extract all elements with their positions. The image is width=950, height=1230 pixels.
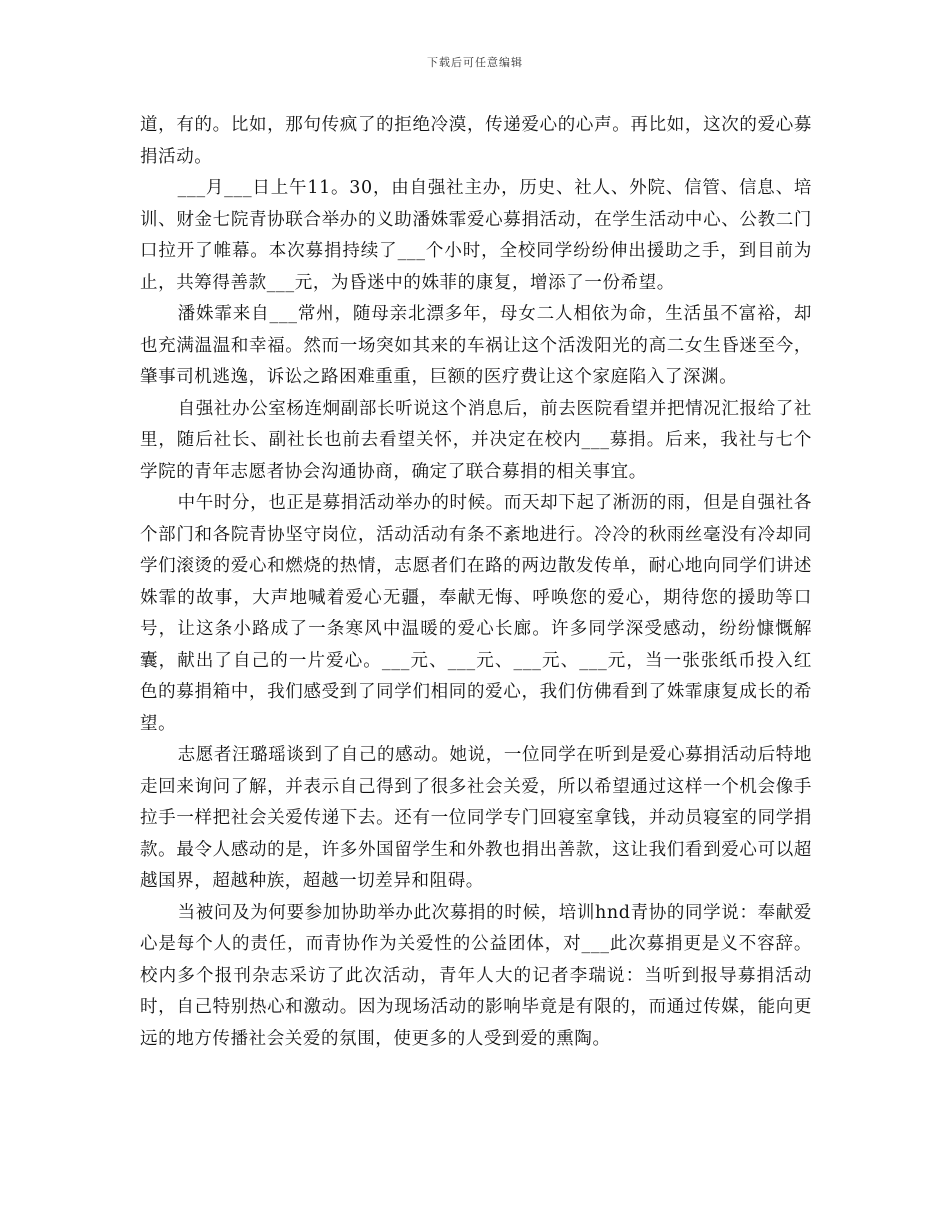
page-header: 下载后可任意编辑 — [427, 56, 523, 69]
paragraph-continuation: 道，有的。比如，那句传疯了的拒绝冷漠，传递爱心的心声。再比如，这次的爱心募捐活动。 — [140, 115, 812, 167]
paragraph-background: 潘姝霏来自___常州，随母亲北漂多年，母女二人相依为命，生活虽不富裕，却也充满温温和幸福。然而一场突如其来的车祸让这个活泼阳光的高二女生昏迷至今，肇事司机逃逸，诉讼之路困难重重，巨额的医疗费让这个家庭陷入了深渊。 — [140, 304, 812, 387]
document-body — [140, 110, 812, 1055]
paragraph-activity: 中午时分，也正是募捐活动举办的时候。而天却下起了淅沥的雨，但是自强社各个部门和各院青协坚守岗位，活动活动有条不紊地进行。冷冷的秋雨丝毫没有冷却同学们滚烫的爱心和燃烧的热情，志愿者们在路的两边散发传单，耐心地向同学们讲述姝霏的故事，大声地喊着爱心无疆，奉献无悔、呼唤您的爱心，期待您的援助等口号，让这条小路成了一条寒风中温暖的爱心长廊。许多同学深受感动，纷纷慷慨解囊，献出了自己的一片爱心。___元、___元、___元、___元，当一张张纸币投入红色的募捐箱中，我们感受到了同学们相同的爱心，我们仿佛看到了姝霏康复成长的希望。 — [140, 493, 812, 734]
paragraph-interview: 当被问及为何要参加协助举办此次募捐的时候，培训hnd青协的同学说：奉献爱心是每个人的责任，而青协作为关爱性的公益团体，对___此次募捐更是义不容辞。校内多个报刊杂志采访了此次活动，青年人大的记者李瑞说：当听到报导募捐活动时，自己特别热心和激动。因为现场活动的影响毕竟是有限的，而通过传媒，能向更远的地方传播社会关爱的氛围，使更多的人受到爱的熏陶。 — [140, 902, 812, 1049]
paragraph-event-intro: ___月___日上午11。30，由自强社主办，历史、社人、外院、信管、信息、培训、财金七院青协联合举办的义助潘姝霏爱心募捐活动，在学生活动中心、公教二门口拉开了帷幕。本次募捐持续了___个小时，全校同学纷纷伸出援助之手，到目前为止，共筹得善款___元，为昏迷中的姝菲的康复，增添了一份希望。 — [140, 178, 812, 293]
paragraph-volunteer: 志愿者汪璐瑶谈到了自己的感动。她说，一位同学在听到是爱心募捐活动后特地走回来询问了解，并表示自己得到了很多社会关爱，所以希望通过这样一个机会像手拉手一样把社会关爱传递下去。还有一位同学专门回寝室拿钱，并动员寝室的同学捐款。最令人感动的是，许多外国留学生和外教也捐出善款，这让我们看到爱心可以超越国界，超越种族，超越一切差异和阻碍。 — [140, 745, 812, 891]
paragraph-organization: 自强社办公室杨连炯副部长听说这个消息后，前去医院看望并把情况汇报给了社里，随后社长、副社长也前去看望关怀，并决定在校内___募捐。后来，我社与七个学院的青年志愿者协会沟通协商，确定了联合募捐的相关事宜。 — [140, 398, 812, 482]
